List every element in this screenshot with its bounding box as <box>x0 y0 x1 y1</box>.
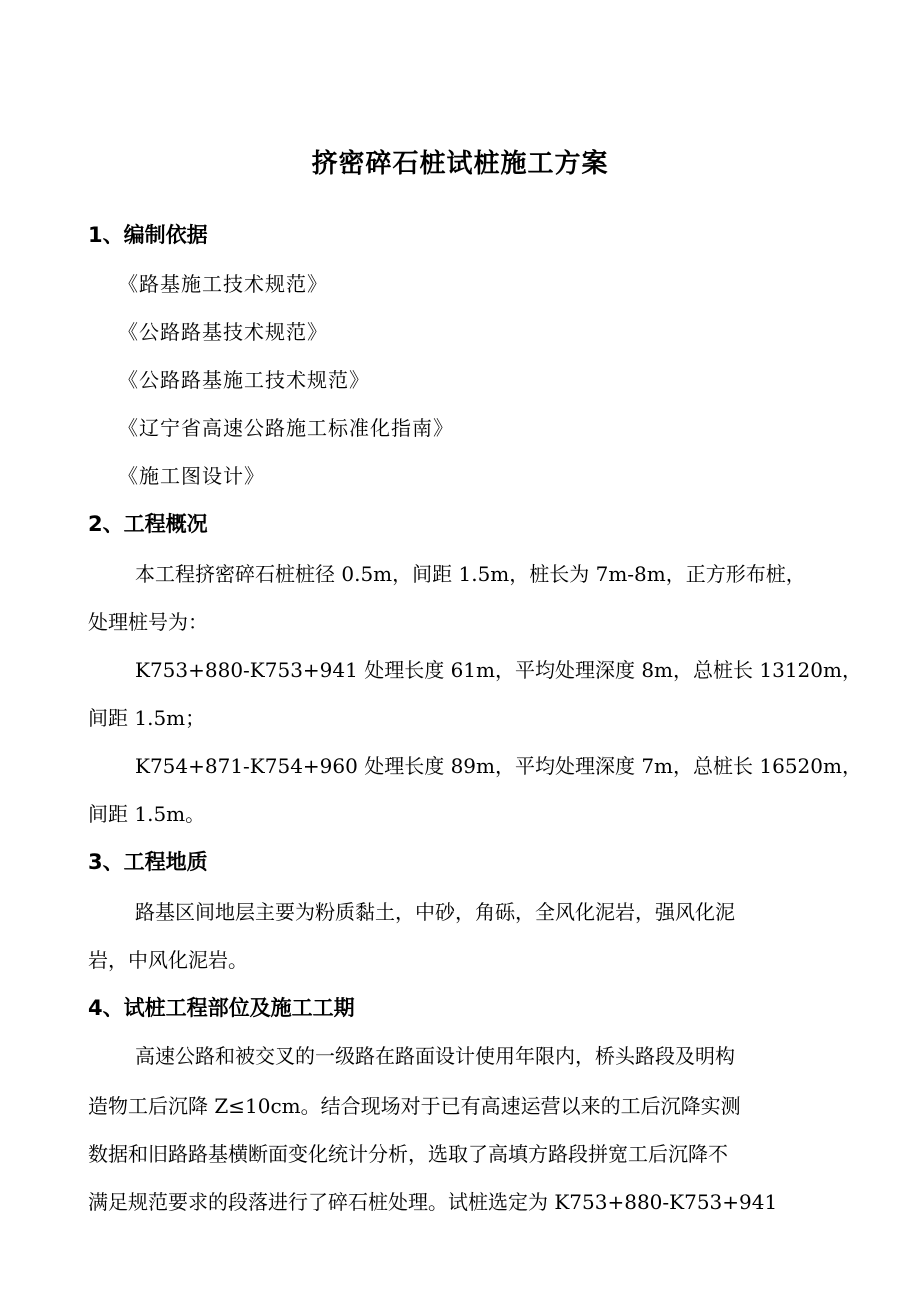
reference-item: 《公路路基技术规范》 <box>118 320 328 344</box>
section-heading-1: 1、编制依据 <box>88 223 208 247</box>
section-heading-4: 4、试桩工程部位及施工工期 <box>88 996 355 1020</box>
reference-item: 《路基施工技术规范》 <box>118 272 328 296</box>
paragraph-line: 造物工后沉降 Z≤10cm。结合现场对于已有高速运营以来的工后沉降实测 <box>88 1094 741 1118</box>
paragraph-line: 本工程挤密碎石桩桩径 0.5m，间距 1.5m，桩长为 7m-8m，正方形布桩， <box>135 562 806 586</box>
paragraph-line: K753+880-K753+941 处理长度 61m，平均处理深度 8m，总桩长 13120m， <box>135 658 862 682</box>
reference-item: 《辽宁省高速公路施工标准化指南》 <box>118 416 454 440</box>
paragraph-line: 间距 1.5m。 <box>88 802 206 826</box>
section-heading-2: 2、工程概况 <box>88 512 208 536</box>
paragraph-line: 路基区间地层主要为粉质黏土，中砂，角砾，全风化泥岩，强风化泥 <box>135 900 735 924</box>
reference-item: 《施工图设计》 <box>118 464 265 488</box>
paragraph-line: 高速公路和被交叉的一级路在路面设计使用年限内，桥头路段及明构 <box>135 1044 735 1068</box>
paragraph-line: 岩，中风化泥岩。 <box>88 948 248 972</box>
paragraph-line: 满足规范要求的段落进行了碎石桩处理。试桩选定为 K753+880-K753+941 <box>88 1190 778 1214</box>
paragraph-line: 间距 1.5m； <box>88 706 206 730</box>
reference-item: 《公路路基施工技术规范》 <box>118 368 370 392</box>
paragraph-line: 处理桩号为： <box>88 610 208 634</box>
paragraph-line: 数据和旧路路基横断面变化统计分析，选取了高填方路段拼宽工后沉降不 <box>88 1142 728 1166</box>
document-title: 挤密碎石桩试桩施工方案 <box>311 149 609 179</box>
paragraph-line: K754+871-K754+960 处理长度 89m，平均处理深度 7m，总桩长 16520m， <box>135 754 862 778</box>
section-heading-3: 3、工程地质 <box>88 850 208 874</box>
